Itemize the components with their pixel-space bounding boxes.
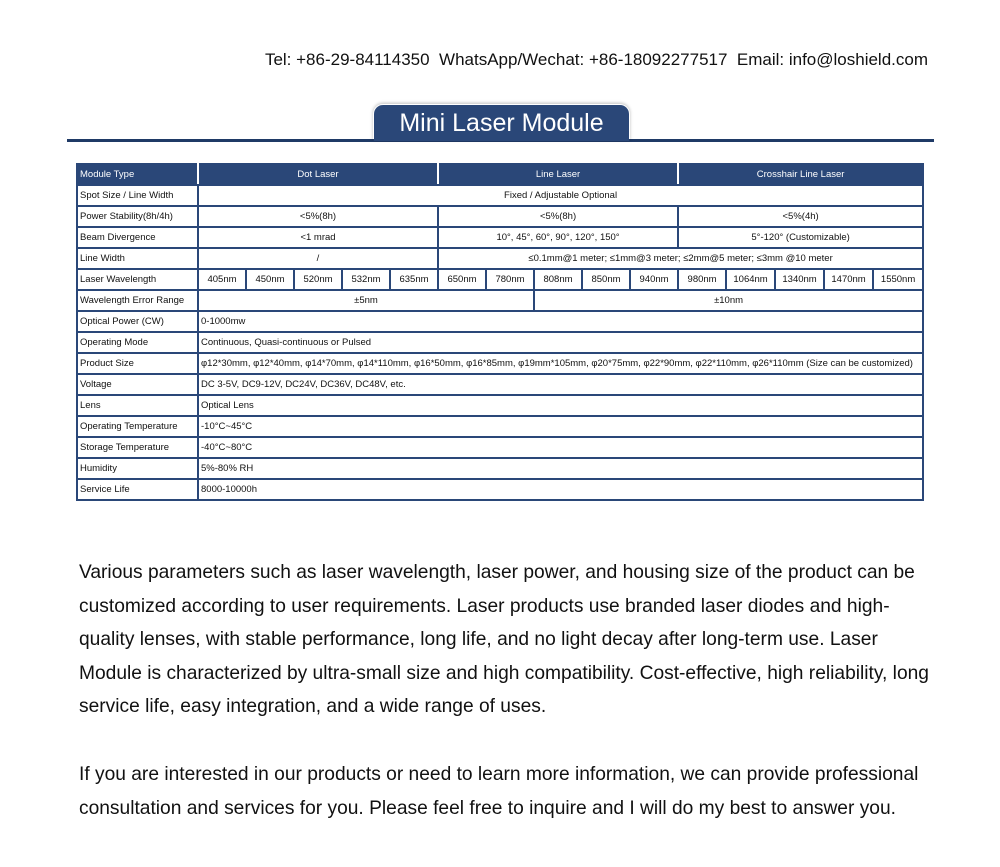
row-label: Optical Power (CW) [77, 311, 198, 332]
header-crosshair-laser: Crosshair Line Laser [678, 164, 923, 185]
wavelength-cell: 808nm [534, 269, 582, 290]
table-row-humidity [77, 458, 923, 479]
table-row-laser-wavelength [77, 269, 923, 290]
wavelength-cell: 532nm [342, 269, 390, 290]
cell-value: 10°, 45°, 60°, 90°, 120°, 150° [438, 227, 678, 248]
row-label: Service Life [77, 479, 198, 500]
table-row-optical-power [77, 311, 923, 332]
cell-value: <5%(8h) [438, 206, 678, 227]
row-label: Voltage [77, 374, 198, 395]
table-row-voltage [77, 374, 923, 395]
table-row-operating-temperature [77, 416, 923, 437]
cell-value: DC 3-5V, DC9-12V, DC24V, DC36V, DC48V, etc. [198, 374, 923, 395]
cell-value: φ12*30mm, φ12*40mm, φ14*70mm, φ14*110mm, φ16*50mm, φ16*85mm, φ19mm*105mm, φ20*75mm, φ22*90mm, φ22*110mm, φ26*110mm (Size can be customized) [198, 353, 923, 374]
table-row-storage-temperature [77, 437, 923, 458]
wavelength-cell: 405nm [198, 269, 246, 290]
row-label: Beam Divergence [77, 227, 198, 248]
cell-value: Fixed / Adjustable Optional [198, 185, 923, 206]
wavelength-cell: 650nm [438, 269, 486, 290]
cell-value: ±10nm [534, 290, 923, 311]
cell-value: 8000-10000h [198, 479, 923, 500]
wavelength-cell: 1550nm [873, 269, 923, 290]
cell-value: 5%-80% RH [198, 458, 923, 479]
table-row-spot-size [77, 185, 923, 206]
wavelength-cell: 635nm [390, 269, 438, 290]
cell-value: Continuous, Quasi-continuous or Pulsed [198, 332, 923, 353]
cell-value: -10°C~45°C [198, 416, 923, 437]
table-row-line-width [77, 248, 923, 269]
description-paragraph: Various parameters such as laser wavelength, laser power, and housing size of the product can be customized according to user requirements. Laser products use branded laser diodes and high-quality lenses, with stable performance, long life, and no light decay after long-term use. Laser Module is characterized by ultra-small size and high compatibility. Cost-effective, high reliability, long service life, easy integration, and a wide range of uses. [79, 562, 929, 718]
cell-value: <5%(8h) [198, 206, 438, 227]
row-label: Humidity [77, 458, 198, 479]
cell-value: Optical Lens [198, 395, 923, 416]
header-line-laser: Line Laser [438, 164, 678, 185]
contact-info: Tel: +86-29-84114350 WhatsApp/Wechat: +86-18092277517 Email: info@loshield.com [264, 50, 928, 69]
cell-value: / [198, 248, 438, 269]
wavelength-cell: 1340nm [775, 269, 824, 290]
wavelength-cell: 450nm [246, 269, 294, 290]
cell-value: <1 mrad [198, 227, 438, 248]
inquiry-paragraph: If you are interested in our products or need to learn more information, we can provide professional consultation and services for you. Please feel free to inquire and I will do my best to answer you. [79, 764, 919, 819]
cell-value: ≤0.1mm@1 meter; ≤1mm@3 meter; ≤2mm@5 meter; ≤3mm @10 meter [438, 248, 923, 269]
table-row-wavelength-error [77, 290, 923, 311]
table-row-beam-divergence [77, 227, 923, 248]
row-label: Operating Mode [77, 332, 198, 353]
wavelength-cell: 850nm [582, 269, 630, 290]
table-row-operating-mode [77, 332, 923, 353]
row-label: Line Width [77, 248, 198, 269]
row-label: Laser Wavelength [77, 269, 198, 290]
row-label: Power Stability(8h/4h) [77, 206, 198, 227]
wavelength-cell: 1470nm [824, 269, 873, 290]
table-row-module-type [77, 164, 923, 185]
spec-table [76, 163, 924, 501]
wavelength-cell: 980nm [678, 269, 726, 290]
table-row-product-size [77, 353, 923, 374]
table-row-service-life [77, 479, 923, 500]
wavelength-cell: 520nm [294, 269, 342, 290]
row-label: Module Type [77, 164, 198, 185]
cell-value: -40°C~80°C [198, 437, 923, 458]
table-row-power-stability [77, 206, 923, 227]
wavelength-cell: 1064nm [726, 269, 775, 290]
header-dot-laser: Dot Laser [198, 164, 438, 185]
page-title: Mini Laser Module [374, 105, 629, 141]
row-label: Spot Size / Line Width [77, 185, 198, 206]
row-label: Product Size [77, 353, 198, 374]
row-label: Wavelength Error Range [77, 290, 198, 311]
cell-value: 0-1000mw [198, 311, 923, 332]
cell-value: ±5nm [198, 290, 534, 311]
wavelength-cell: 780nm [486, 269, 534, 290]
row-label: Operating Temperature [77, 416, 198, 437]
cell-value: <5%(4h) [678, 206, 923, 227]
cell-value: 5°-120° (Customizable) [678, 227, 923, 248]
table-row-lens [77, 395, 923, 416]
wavelength-cell: 940nm [630, 269, 678, 290]
row-label: Lens [77, 395, 198, 416]
row-label: Storage Temperature [77, 437, 198, 458]
